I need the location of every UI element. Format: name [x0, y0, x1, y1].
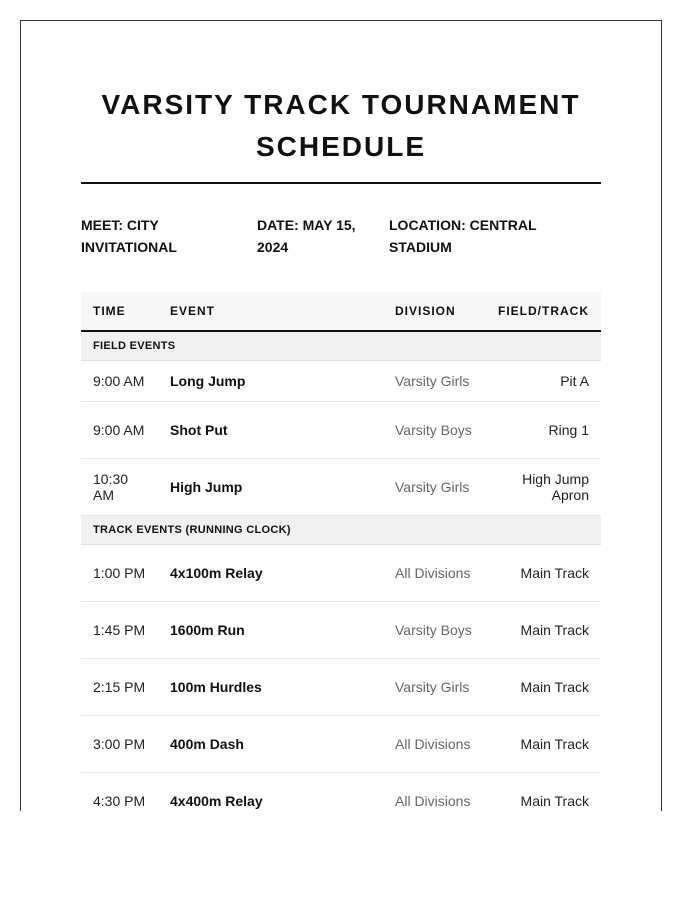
- cell-division: Varsity Boys: [383, 602, 486, 659]
- cell-time: 3:00 PM: [81, 716, 158, 773]
- cell-field-track: Main Track: [486, 716, 601, 773]
- cell-event: 4x400m Relay: [158, 773, 383, 812]
- cell-event: High Jump: [158, 459, 383, 516]
- section-label: TRACK EVENTS (RUNNING CLOCK): [81, 516, 601, 545]
- cell-event: Long Jump: [158, 361, 383, 402]
- cell-field-track: Pit A: [486, 361, 601, 402]
- cell-division: All Divisions: [383, 716, 486, 773]
- cell-division: Varsity Girls: [383, 459, 486, 516]
- cell-division: All Divisions: [383, 773, 486, 812]
- cell-division: Varsity Boys: [383, 402, 486, 459]
- meet-location: LOCATION: CENTRAL STADIUM: [389, 217, 537, 255]
- page-title: VARSITY TRACK TOURNAMENT SCHEDULE: [101, 89, 581, 162]
- cell-field-track: Ring 1: [486, 402, 601, 459]
- section-label: FIELD EVENTS: [81, 331, 601, 361]
- table-row: [81, 459, 601, 516]
- header-division: DIVISION: [383, 292, 486, 331]
- meet-name: MEET: CITY INVITATIONAL: [81, 217, 177, 255]
- table-row: [81, 602, 601, 659]
- cell-event: 1600m Run: [158, 602, 383, 659]
- cell-field-track: High Jump Apron: [486, 459, 601, 516]
- cell-division: All Divisions: [383, 545, 486, 602]
- title-divider: [81, 182, 601, 184]
- meet-date: DATE: MAY 15, 2024: [257, 217, 356, 255]
- table-row: [81, 361, 601, 402]
- cell-field-track: Main Track: [486, 773, 601, 812]
- cell-event: Shot Put: [158, 402, 383, 459]
- section-row-field-events: [81, 331, 601, 361]
- table-row: [81, 716, 601, 773]
- cell-event: 4x100m Relay: [158, 545, 383, 602]
- table-row: [81, 773, 601, 812]
- cell-field-track: Main Track: [486, 659, 601, 716]
- table-row: [81, 545, 601, 602]
- header-field-track: FIELD/TRACK: [486, 292, 601, 331]
- cell-time: 1:00 PM: [81, 545, 158, 602]
- cell-time: 1:45 PM: [81, 602, 158, 659]
- table-row: [81, 659, 601, 716]
- schedule-content: [81, 21, 601, 811]
- schedule-page: [20, 20, 662, 811]
- cell-event: 100m Hurdles: [158, 659, 383, 716]
- table-row: [81, 402, 601, 459]
- cell-field-track: Main Track: [486, 602, 601, 659]
- meet-info: [81, 214, 601, 274]
- schedule-table: [81, 292, 601, 811]
- cell-division: Varsity Girls: [383, 659, 486, 716]
- header-event: EVENT: [158, 292, 383, 331]
- header-time: TIME: [81, 292, 158, 331]
- section-row-track-events: [81, 516, 601, 545]
- cell-time: 4:30 PM: [81, 773, 158, 812]
- cell-field-track: Main Track: [486, 545, 601, 602]
- cell-division: Varsity Girls: [383, 361, 486, 402]
- cell-time: 10:30 AM: [81, 459, 158, 516]
- table-header-row: [81, 292, 601, 331]
- cell-time: 9:00 AM: [81, 361, 158, 402]
- cell-time: 9:00 AM: [81, 402, 158, 459]
- cell-event: 400m Dash: [158, 716, 383, 773]
- cell-time: 2:15 PM: [81, 659, 158, 716]
